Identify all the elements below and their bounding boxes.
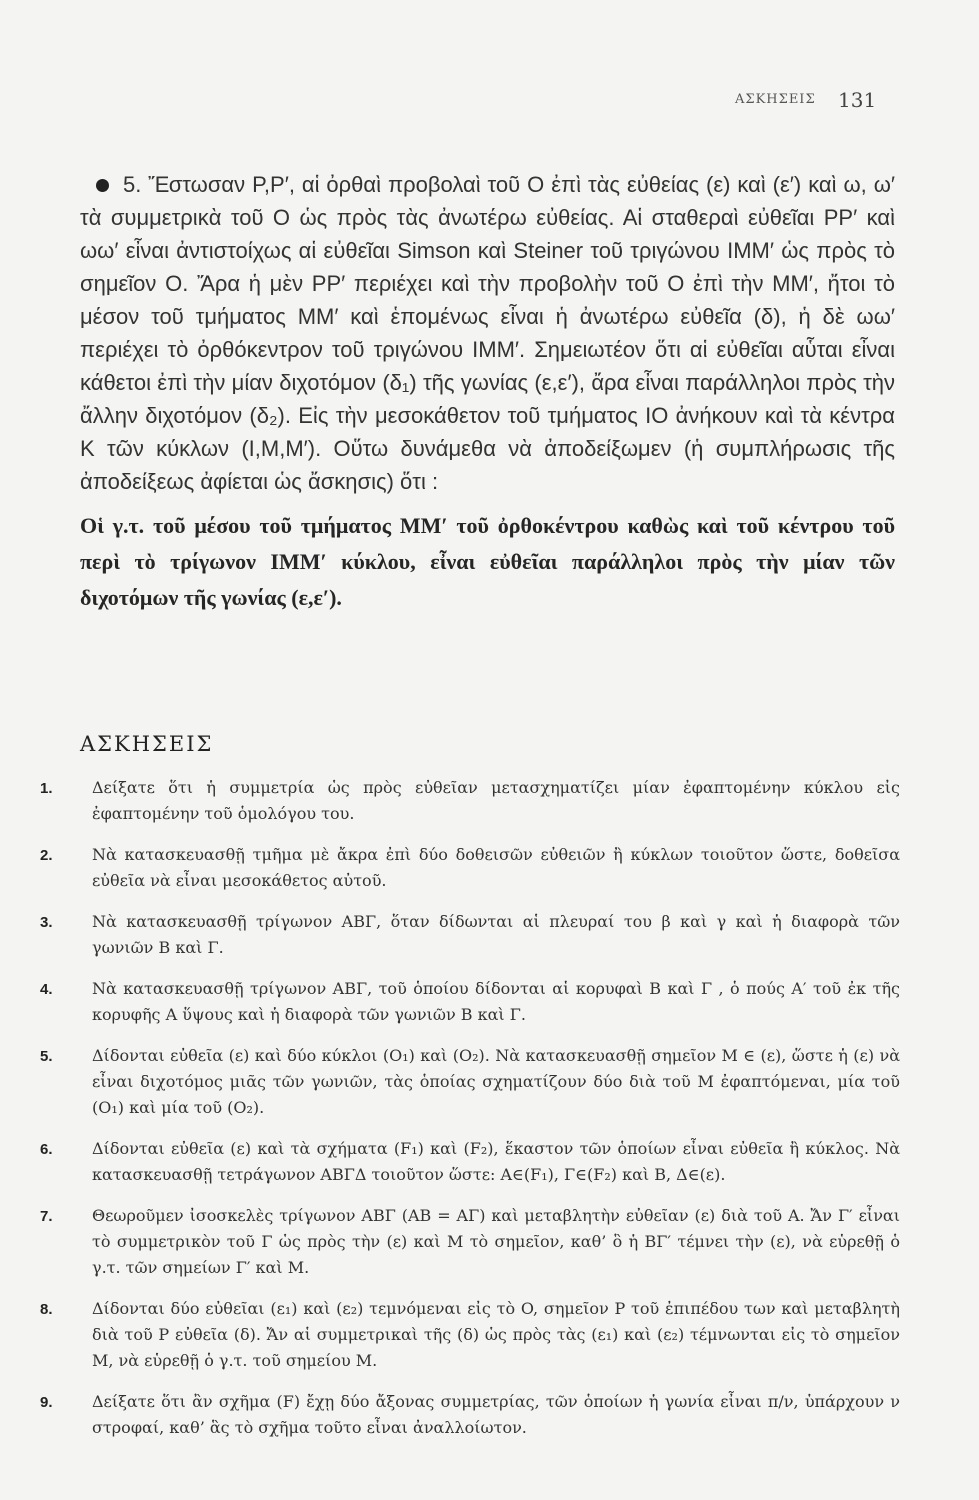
bullet-icon bbox=[96, 179, 109, 192]
running-head: ΑΣΚΗΣΕΙΣ bbox=[735, 92, 816, 107]
exercise-text: Νὰ κατασκευασθῇ τρίγωνον ΑΒΓ, ὅταν δίδωνται αἱ πλευραί του β καὶ γ καὶ ἡ διαφορὰ τῶν γωνιῶν Β καὶ Γ. bbox=[92, 912, 900, 957]
exercise-item bbox=[40, 976, 900, 1028]
exercise-list bbox=[40, 775, 900, 1456]
exercise-number: 2. bbox=[40, 847, 53, 864]
exercise-number: 1. bbox=[40, 780, 53, 797]
exercise-item bbox=[40, 1389, 900, 1441]
exercise-item bbox=[40, 1136, 900, 1188]
exercise-text: Δίδονται εὐθεῖα (ε) καὶ δύο κύκλοι (O₁) καὶ (O₂). Νὰ κατασκευασθῇ σημεῖον M ∈ (ε), ὥστε ἡ (ε) νὰ εἶναι διχοτόμος μιᾶς τῶν γωνιῶν, τὰς ὁποίας σχηματίζουν δύο διὰ τοῦ M ἐφαπτόμεναι, μία τοῦ (O₁) καὶ μία τοῦ (O₂). bbox=[92, 1046, 900, 1117]
exercise-text: Δείξατε ὅτι ἂν σχῆμα (F) ἔχῃ δύο ἄξονας συμμετρίας, τῶν ὁποίων ἡ γωνία εἶναι π/ν, ὑπάρχουν ν στροφαί, καθ’ ἃς τὸ σχῆμα τοῦτο εἶναι ἀναλλοίωτον. bbox=[92, 1392, 900, 1437]
exercise-item bbox=[40, 909, 900, 961]
exercise-item bbox=[40, 775, 900, 827]
exercise-text: Νὰ κατασκευασθῇ τμῆμα μὲ ἄκρα ἐπὶ δύο δοθεισῶν εὐθειῶν ἢ κύκλων τοιοῦτον ὥστε, δοθεῖσα εὐθεῖα νὰ εἶναι μεσοκάθετος αὐτοῦ. bbox=[92, 845, 900, 890]
exercise-number: 8. bbox=[40, 1301, 53, 1318]
exercise-number: 6. bbox=[40, 1141, 53, 1158]
exercise-text: Δίδονται δύο εὐθεῖαι (ε₁) καὶ (ε₂) τεμνόμεναι εἰς τὸ O, σημεῖον P τοῦ ἐπιπέδου των καὶ μεταβλητὴ διὰ τοῦ P εὐθεῖα (δ). Ἄν αἱ συμμετρικαὶ τῆς (δ) ὡς πρὸς τὰς (ε₁) καὶ (ε₂) τέμνωνται εἰς τὸ σημεῖον M, νὰ εὑρεθῇ ὁ γ.τ. τοῦ σημείου M. bbox=[92, 1299, 900, 1370]
solution-text: 5. Ἔστωσαν P,P′, αἱ ὀρθαὶ προβολαὶ τοῦ O ἐπὶ τὰς εὐθείας (ε) καὶ (ε′) καὶ ω, ω′ τὰ συμμετρικὰ τοῦ O ὡς πρὸς τὰς ἀνωτέρω εὐθείας. Αἱ σταθεραὶ εὐθεῖαι PP′ καὶ ωω′ εἶναι ἀντιστοίχως αἱ εὐθεῖαι Simson καὶ Steiner τοῦ τριγώνου IMM′ ὡς πρὸς τὸ σημεῖον O. Ἄρα ἡ μὲν PP′ περιέχει καὶ τὴν προβολὴν τοῦ O ἐπὶ τὴν MM′, ἤτοι τὸ μέσον τοῦ τμήματος MM′ καὶ ἑπομένως εἶναι ἡ ἀνωτέρω εὐθεῖα (δ), ἡ δὲ ωω′ περιέχει τὸ ὀρθόκεντρον τοῦ τριγώνου IMM′. Σημειωτέον ὅτι αἱ εὐθεῖαι αὗται εἶναι κάθετοι ἐπὶ τὴν μίαν διχοτόμον (δ₁) τῆς γωνίας (ε,ε′), ἄρα εἶναι παράλληλοι πρὸς τὴν ἄλλην διχοτόμον (δ₂). Εἰς τὴν μεσοκάθετον τοῦ τμήματος IO ἀνήκουν καὶ τὰ κέντρα K τῶν κύκλων (I,M,M′). Οὕτω δυνάμεθα νὰ ἀποδείξωμεν (ἡ συμπλήρωσις τῆς ἀποδείξεως ἀφίεται ὡς ἄσκησις) ὅτι : bbox=[80, 172, 895, 494]
exercise-text: Νὰ κατασκευασθῇ τρίγωνον ΑΒΓ, τοῦ ὁποίου δίδονται αἱ κορυφαὶ Β καὶ Γ , ὁ πούς Α′ τοῦ ἐκ τῆς κορυφῆς Α ὕψους καὶ ἡ διαφορὰ τῶν γωνιῶν Β καὶ Γ. bbox=[92, 979, 900, 1024]
exercise-number: 9. bbox=[40, 1394, 53, 1411]
exercise-item bbox=[40, 1296, 900, 1374]
exercise-number: 5. bbox=[40, 1048, 53, 1065]
exercise-text: Θεωροῦμεν ἰσοσκελὲς τρίγωνον ΑΒΓ (ΑΒ = ΑΓ) καὶ μεταβλητὴν εὐθεῖαν (ε) διὰ τοῦ Α. Ἄν Γ′ εἶναι τὸ συμμετρικὸν τοῦ Γ ὡς πρὸς τὴν (ε) καὶ M τὸ σημεῖον, καθ’ ὃ ἡ ΒΓ′ τέμνει τὴν (ε), νὰ εὑρεθῇ ὁ γ.τ. τῶν σημείων Γ′ καὶ M. bbox=[92, 1206, 900, 1277]
exercise-item bbox=[40, 1043, 900, 1121]
exercise-text: Δείξατε ὅτι ἡ συμμετρία ὡς πρὸς εὐθεῖαν μετασχηματίζει μίαν ἐφαπτομένην κύκλου εἰς ἐφαπτομένην τοῦ ὁμολόγου του. bbox=[92, 778, 900, 823]
exercise-number: 3. bbox=[40, 914, 53, 931]
exercise-text: Δίδονται εὐθεῖα (ε) καὶ τὰ σχήματα (F₁) καὶ (F₂), ἕκαστον τῶν ὁποίων εἶναι εὐθεῖα ἢ κύκλος. Νὰ κατασκευασθῇ τετράγωνον ΑΒΓΔ τοιοῦτον ὥστε: Α∈(F₁), Γ∈(F₂) καὶ Β, Δ∈(ε). bbox=[92, 1139, 900, 1184]
section-title: ΑΣΚΗΣΕΙΣ bbox=[80, 732, 214, 756]
page-number: 131 bbox=[838, 88, 877, 112]
exercise-item bbox=[40, 842, 900, 894]
exercise-number: 4. bbox=[40, 981, 53, 998]
solution-paragraph bbox=[80, 168, 895, 498]
exercise-item bbox=[40, 1203, 900, 1281]
locus-conclusion: Οἱ γ.τ. τοῦ μέσου τοῦ τμήματος MM′ τοῦ ὀρθοκέντρου καθὼς καὶ τοῦ κέντρου τοῦ περὶ τὸ τρίγωνον IMM′ κύκλου, εἶναι εὐθεῖαι παράλληλοι πρὸς τὴν μίαν τῶν διχοτόμων τῆς γωνίας (ε,ε′). bbox=[80, 513, 895, 610]
exercise-number: 7. bbox=[40, 1208, 53, 1225]
